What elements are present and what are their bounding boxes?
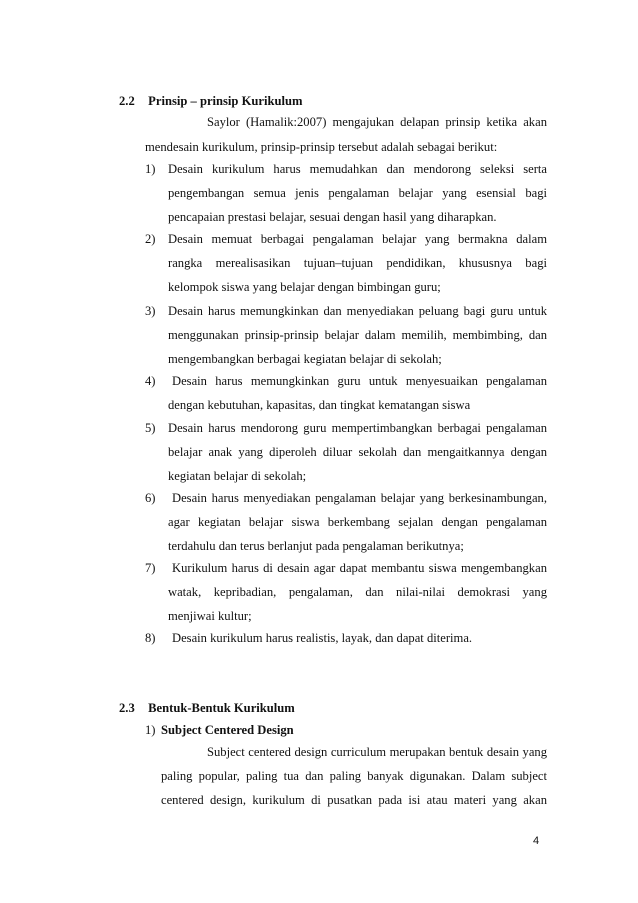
list-item-line: pencapaian prestasi belajar, sesuai dengan hasil yang diharapkan. [168,210,497,224]
list-item-line: rangka merealisasikan tujuan–tujuan pendidikan, khususnya bagi [168,256,547,270]
list-item-line: Desain harus menyediakan pengalaman belajar yang berkesinambungan, [172,491,547,505]
list-item-line: pengembangan semua jenis pengalaman belajar yang esensial bagi [168,186,547,200]
list-item-number: 1) [145,162,156,176]
list-item-line: menjiwai kultur; [168,609,252,623]
list-item-number: 4) [145,374,156,388]
list-item-number: 2) [145,232,156,246]
page-number: 4 [533,835,540,847]
list-item-line: dengan kebutuhan, kapasitas, dan tingkat kematangan siswa [168,398,471,412]
list-item-line: belajar anak yang diperoleh diluar sekolah dan mengaitkannya dengan [168,445,547,459]
intro-line-2: mendesain kurikulum, prinsip-prinsip tersebut adalah sebagai berikut: [145,140,498,154]
list-item-line: Kurikulum harus di desain agar dapat membantu siswa mengembangkan [172,561,547,575]
paragraph-line-1: Subject centered design curriculum merupakan bentuk desain yang [207,745,547,759]
list-item-line: kegiatan belajar di sekolah; [168,469,307,483]
list-item-number: 6) [145,491,156,505]
paragraph-line-2: paling popular, paling tua dan paling banyak digunakan. Dalam subject [161,769,547,783]
list-item-number: 8) [145,631,156,645]
section-title: Prinsip – prinsip Kurikulum [148,94,303,108]
section-number: 2.3 [119,701,135,715]
list-item-line: watak, kepribadian, pengalaman, dan nilai-nilai demokrasi yang [168,585,547,599]
section-heading-2-2 [119,94,302,109]
list-item-line: Desain harus memungkinkan guru untuk menyesuaikan pengalaman [172,374,547,388]
list-item-line: Desain kurikulum harus realistis, layak, dan dapat diterima. [172,631,473,645]
list-item-number: 5) [145,421,156,435]
list-item-line: Desain memuat berbagai pengalaman belajar yang bermakna dalam [168,232,547,246]
section-heading-2-3 [119,701,295,716]
list-item-line: Desain harus memungkinkan dan menyediakan peluang bagi guru untuk [168,304,547,318]
subsection-number: 1) [145,723,156,737]
section-number: 2.2 [119,94,135,108]
list-item-line: menggunakan prinsip-prinsip belajar dalam memilih, membimbing, dan [168,328,547,342]
subsection-title: Subject Centered Design [161,723,294,737]
section-title: Bentuk-Bentuk Kurikulum [148,701,295,715]
list-item-number: 7) [145,561,156,575]
list-item-line: mengembangkan berbagai kegiatan belajar di sekolah; [168,352,442,366]
list-item-line: Desain harus mendorong guru mempertimbangkan berbagai pengalaman [168,421,547,435]
intro-line-1: Saylor (Hamalik:2007) mengajukan delapan prinsip ketika akan [207,115,547,129]
list-item-number: 3) [145,304,156,318]
paragraph-line-3: centered design, kurikulum di pusatkan pada isi atau materi yang akan [161,793,547,807]
list-item-line: Desain kurikulum harus memudahkan dan mendorong seleksi serta [168,162,547,176]
list-item-line: terdahulu dan terus berlanjut pada pengalaman berikutnya; [168,539,464,553]
list-item-line: agar kegiatan belajar siswa berkembang sejalan dengan pengalaman [168,515,547,529]
list-item-line: kelompok siswa yang belajar dengan bimbingan guru; [168,280,441,294]
